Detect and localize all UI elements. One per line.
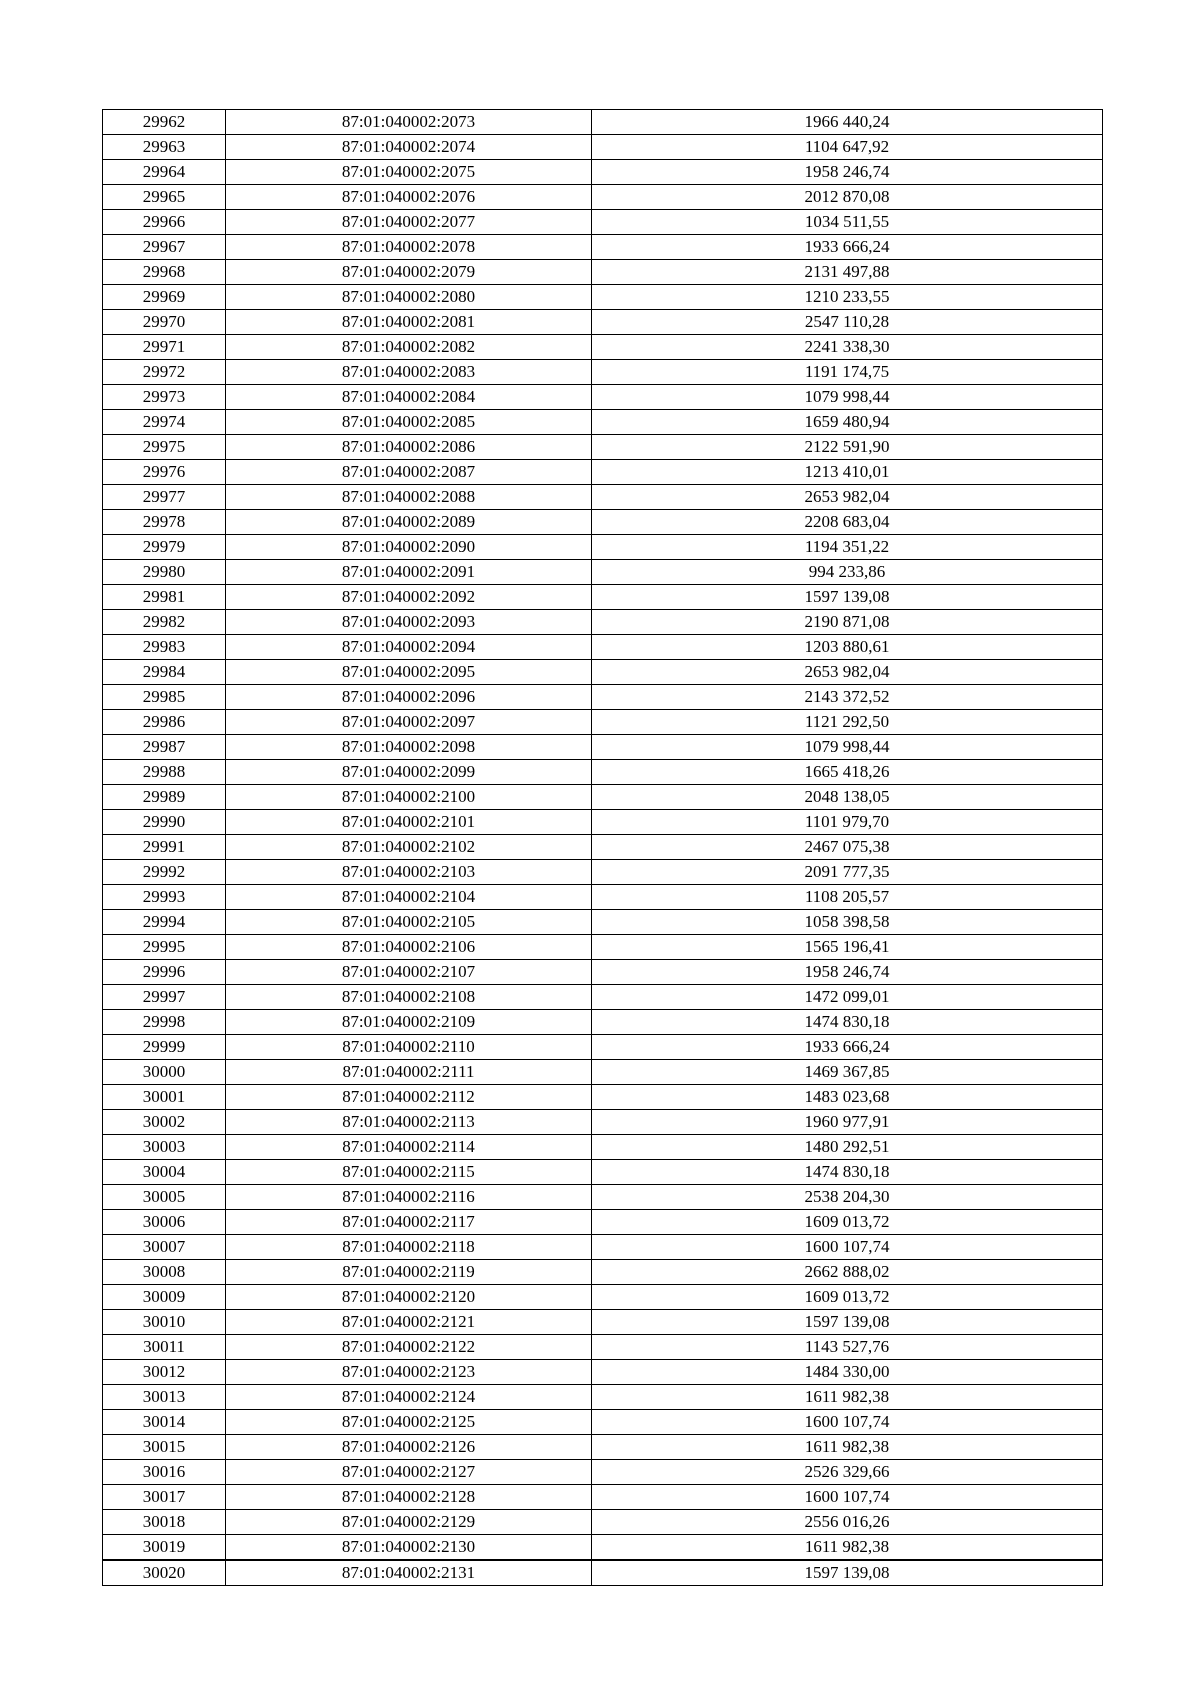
table-row — [103, 660, 1103, 685]
table-row — [103, 435, 1103, 460]
cadastral-value-cell: 1933 666,24 — [592, 1035, 1103, 1060]
row-number-cell: 30011 — [103, 1335, 226, 1360]
cadastral-number-cell: 87:01:040002:2086 — [226, 435, 592, 460]
cadastral-number-cell: 87:01:040002:2085 — [226, 410, 592, 435]
cadastral-value-cell: 2143 372,52 — [592, 685, 1103, 710]
cadastral-value-cell: 1469 367,85 — [592, 1060, 1103, 1085]
cadastral-value-cell: 1474 830,18 — [592, 1010, 1103, 1035]
row-number-cell: 29970 — [103, 310, 226, 335]
cadastral-value-cell: 1121 292,50 — [592, 710, 1103, 735]
cadastral-number-cell: 87:01:040002:2109 — [226, 1010, 592, 1035]
cadastral-number-cell: 87:01:040002:2130 — [226, 1535, 592, 1561]
cadastral-number-cell: 87:01:040002:2094 — [226, 635, 592, 660]
row-number-cell: 29986 — [103, 710, 226, 735]
table-row — [103, 510, 1103, 535]
table-row — [103, 285, 1103, 310]
cadastral-number-cell: 87:01:040002:2087 — [226, 460, 592, 485]
table-row — [103, 1260, 1103, 1285]
table-row — [103, 760, 1103, 785]
cadastral-value-cell: 2526 329,66 — [592, 1460, 1103, 1485]
row-number-cell: 30010 — [103, 1310, 226, 1335]
cadastral-value-cell: 1665 418,26 — [592, 760, 1103, 785]
cadastral-number-cell: 87:01:040002:2096 — [226, 685, 592, 710]
cadastral-number-cell: 87:01:040002:2114 — [226, 1135, 592, 1160]
cadastral-value-cell: 1958 246,74 — [592, 960, 1103, 985]
row-number-cell: 30008 — [103, 1260, 226, 1285]
row-number-cell: 29981 — [103, 585, 226, 610]
cadastral-value-cell: 1597 139,08 — [592, 1310, 1103, 1335]
cadastral-value-cell: 2208 683,04 — [592, 510, 1103, 535]
row-number-cell: 30016 — [103, 1460, 226, 1485]
cadastral-value-cell: 1058 398,58 — [592, 910, 1103, 935]
row-number-cell: 29974 — [103, 410, 226, 435]
row-number-cell: 30020 — [103, 1560, 226, 1586]
cadastral-number-cell: 87:01:040002:2073 — [226, 110, 592, 135]
cadastral-number-cell: 87:01:040002:2097 — [226, 710, 592, 735]
cadastral-number-cell: 87:01:040002:2122 — [226, 1335, 592, 1360]
cadastral-number-cell: 87:01:040002:2106 — [226, 935, 592, 960]
row-number-cell: 29990 — [103, 810, 226, 835]
table-row — [103, 1185, 1103, 1210]
table-row — [103, 235, 1103, 260]
cadastral-number-cell: 87:01:040002:2076 — [226, 185, 592, 210]
table-row — [103, 735, 1103, 760]
cadastral-value-cell: 2556 016,26 — [592, 1510, 1103, 1535]
cadastral-value-cell: 1609 013,72 — [592, 1210, 1103, 1235]
table-row — [103, 585, 1103, 610]
cadastral-value-cell: 2012 870,08 — [592, 185, 1103, 210]
cadastral-number-cell: 87:01:040002:2088 — [226, 485, 592, 510]
cadastral-value-cell: 1600 107,74 — [592, 1485, 1103, 1510]
cadastral-number-cell: 87:01:040002:2084 — [226, 385, 592, 410]
cadastral-value-table — [102, 109, 1103, 1586]
table-row — [103, 1410, 1103, 1435]
table-row — [103, 810, 1103, 835]
cadastral-value-cell: 1034 511,55 — [592, 210, 1103, 235]
row-number-cell: 29962 — [103, 110, 226, 135]
row-number-cell: 29992 — [103, 860, 226, 885]
cadastral-number-cell: 87:01:040002:2123 — [226, 1360, 592, 1385]
table-row — [103, 1385, 1103, 1410]
cadastral-number-cell: 87:01:040002:2091 — [226, 560, 592, 585]
cadastral-number-cell: 87:01:040002:2103 — [226, 860, 592, 885]
cadastral-number-cell: 87:01:040002:2095 — [226, 660, 592, 685]
cadastral-value-cell: 1203 880,61 — [592, 635, 1103, 660]
cadastral-number-cell: 87:01:040002:2127 — [226, 1460, 592, 1485]
cadastral-value-cell: 2547 110,28 — [592, 310, 1103, 335]
row-number-cell: 30014 — [103, 1410, 226, 1435]
table-row — [103, 960, 1103, 985]
table-row — [103, 1085, 1103, 1110]
table-row — [103, 785, 1103, 810]
cadastral-value-cell: 2538 204,30 — [592, 1185, 1103, 1210]
cadastral-number-cell: 87:01:040002:2098 — [226, 735, 592, 760]
table-row — [103, 360, 1103, 385]
cadastral-value-cell: 1611 982,38 — [592, 1435, 1103, 1460]
table-row — [103, 1035, 1103, 1060]
row-number-cell: 29995 — [103, 935, 226, 960]
cadastral-number-cell: 87:01:040002:2090 — [226, 535, 592, 560]
cadastral-number-cell: 87:01:040002:2079 — [226, 260, 592, 285]
cadastral-number-cell: 87:01:040002:2115 — [226, 1160, 592, 1185]
cadastral-number-cell: 87:01:040002:2131 — [226, 1560, 592, 1586]
cadastral-value-cell: 1480 292,51 — [592, 1135, 1103, 1160]
row-number-cell: 30005 — [103, 1185, 226, 1210]
table-row — [103, 535, 1103, 560]
cadastral-value-cell: 1194 351,22 — [592, 535, 1103, 560]
row-number-cell: 29973 — [103, 385, 226, 410]
table-row — [103, 1285, 1103, 1310]
row-number-cell: 30009 — [103, 1285, 226, 1310]
table-row — [103, 260, 1103, 285]
table-row — [103, 935, 1103, 960]
table-row — [103, 685, 1103, 710]
cadastral-value-cell: 1611 982,38 — [592, 1385, 1103, 1410]
table-row — [103, 1535, 1103, 1561]
cadastral-value-cell: 1143 527,76 — [592, 1335, 1103, 1360]
row-number-cell: 30007 — [103, 1235, 226, 1260]
row-number-cell: 29999 — [103, 1035, 226, 1060]
row-number-cell: 29971 — [103, 335, 226, 360]
row-number-cell: 29965 — [103, 185, 226, 210]
table-row — [103, 560, 1103, 585]
row-number-cell: 29983 — [103, 635, 226, 660]
cadastral-number-cell: 87:01:040002:2105 — [226, 910, 592, 935]
cadastral-value-cell: 1104 647,92 — [592, 135, 1103, 160]
cadastral-number-cell: 87:01:040002:2083 — [226, 360, 592, 385]
table-row — [103, 460, 1103, 485]
cadastral-number-cell: 87:01:040002:2078 — [226, 235, 592, 260]
cadastral-value-cell: 1484 330,00 — [592, 1360, 1103, 1385]
table-row — [103, 185, 1103, 210]
row-number-cell: 29988 — [103, 760, 226, 785]
table-row — [103, 1110, 1103, 1135]
table-row — [103, 485, 1103, 510]
cadastral-number-cell: 87:01:040002:2129 — [226, 1510, 592, 1535]
row-number-cell: 30004 — [103, 1160, 226, 1185]
table-row — [103, 310, 1103, 335]
cadastral-number-cell: 87:01:040002:2121 — [226, 1310, 592, 1335]
cadastral-number-cell: 87:01:040002:2128 — [226, 1485, 592, 1510]
table-row — [103, 1010, 1103, 1035]
table-body — [103, 110, 1103, 1586]
row-number-cell: 29969 — [103, 285, 226, 310]
cadastral-value-cell: 1079 998,44 — [592, 735, 1103, 760]
row-number-cell: 29998 — [103, 1010, 226, 1035]
cadastral-value-cell: 994 233,86 — [592, 560, 1103, 585]
cadastral-number-cell: 87:01:040002:2101 — [226, 810, 592, 835]
table-row — [103, 1460, 1103, 1485]
cadastral-value-cell: 2662 888,02 — [592, 1260, 1103, 1285]
row-number-cell: 29972 — [103, 360, 226, 385]
row-number-cell: 29979 — [103, 535, 226, 560]
cadastral-number-cell: 87:01:040002:2116 — [226, 1185, 592, 1210]
cadastral-value-cell: 1565 196,41 — [592, 935, 1103, 960]
row-number-cell: 29975 — [103, 435, 226, 460]
cadastral-number-cell: 87:01:040002:2124 — [226, 1385, 592, 1410]
cadastral-value-cell: 1659 480,94 — [592, 410, 1103, 435]
row-number-cell: 29966 — [103, 210, 226, 235]
cadastral-number-cell: 87:01:040002:2125 — [226, 1410, 592, 1435]
row-number-cell: 29963 — [103, 135, 226, 160]
cadastral-number-cell: 87:01:040002:2089 — [226, 510, 592, 535]
cadastral-number-cell: 87:01:040002:2112 — [226, 1085, 592, 1110]
cadastral-number-cell: 87:01:040002:2092 — [226, 585, 592, 610]
table-row — [103, 110, 1103, 135]
row-number-cell: 29977 — [103, 485, 226, 510]
table-row — [103, 210, 1103, 235]
cadastral-value-cell: 1611 982,38 — [592, 1535, 1103, 1561]
cadastral-number-cell: 87:01:040002:2126 — [226, 1435, 592, 1460]
table-row — [103, 1310, 1103, 1335]
table-row — [103, 1160, 1103, 1185]
table-row — [103, 135, 1103, 160]
cadastral-number-cell: 87:01:040002:2082 — [226, 335, 592, 360]
row-number-cell: 30012 — [103, 1360, 226, 1385]
cadastral-value-cell: 2467 075,38 — [592, 835, 1103, 860]
cadastral-value-cell: 2653 982,04 — [592, 660, 1103, 685]
row-number-cell: 30002 — [103, 1110, 226, 1135]
cadastral-value-cell: 1600 107,74 — [592, 1410, 1103, 1435]
table-row — [103, 835, 1103, 860]
table-row — [103, 910, 1103, 935]
cadastral-value-cell: 1210 233,55 — [592, 285, 1103, 310]
table-row — [103, 1435, 1103, 1460]
row-number-cell: 29993 — [103, 885, 226, 910]
cadastral-value-cell: 2048 138,05 — [592, 785, 1103, 810]
row-number-cell: 29964 — [103, 160, 226, 185]
cadastral-value-cell: 1600 107,74 — [592, 1235, 1103, 1260]
cadastral-number-cell: 87:01:040002:2108 — [226, 985, 592, 1010]
row-number-cell: 29989 — [103, 785, 226, 810]
cadastral-value-cell: 1472 099,01 — [592, 985, 1103, 1010]
cadastral-value-cell: 2190 871,08 — [592, 610, 1103, 635]
cadastral-number-cell: 87:01:040002:2119 — [226, 1260, 592, 1285]
table-row — [103, 1560, 1103, 1586]
row-number-cell: 30017 — [103, 1485, 226, 1510]
cadastral-value-cell: 1079 998,44 — [592, 385, 1103, 410]
cadastral-value-cell: 1474 830,18 — [592, 1160, 1103, 1185]
table-row — [103, 1210, 1103, 1235]
cadastral-value-cell: 2241 338,30 — [592, 335, 1103, 360]
cadastral-value-cell: 1108 205,57 — [592, 885, 1103, 910]
cadastral-value-cell: 1960 977,91 — [592, 1110, 1103, 1135]
table-row — [103, 1235, 1103, 1260]
cadastral-number-cell: 87:01:040002:2117 — [226, 1210, 592, 1235]
table-row — [103, 635, 1103, 660]
row-number-cell: 29985 — [103, 685, 226, 710]
table-row — [103, 710, 1103, 735]
cadastral-value-cell: 2122 591,90 — [592, 435, 1103, 460]
table-row — [103, 385, 1103, 410]
row-number-cell: 30015 — [103, 1435, 226, 1460]
cadastral-number-cell: 87:01:040002:2100 — [226, 785, 592, 810]
cadastral-value-cell: 1597 139,08 — [592, 585, 1103, 610]
table-row — [103, 1360, 1103, 1385]
row-number-cell: 29980 — [103, 560, 226, 585]
cadastral-value-cell: 2653 982,04 — [592, 485, 1103, 510]
table-row — [103, 1335, 1103, 1360]
table-row — [103, 160, 1103, 185]
cadastral-number-cell: 87:01:040002:2099 — [226, 760, 592, 785]
row-number-cell: 29987 — [103, 735, 226, 760]
row-number-cell: 30001 — [103, 1085, 226, 1110]
row-number-cell: 30013 — [103, 1385, 226, 1410]
cadastral-number-cell: 87:01:040002:2107 — [226, 960, 592, 985]
cadastral-number-cell: 87:01:040002:2120 — [226, 1285, 592, 1310]
row-number-cell: 29991 — [103, 835, 226, 860]
table-row — [103, 610, 1103, 635]
cadastral-value-cell: 1958 246,74 — [592, 160, 1103, 185]
cadastral-value-cell: 1933 666,24 — [592, 235, 1103, 260]
row-number-cell: 29967 — [103, 235, 226, 260]
table-row — [103, 335, 1103, 360]
row-number-cell: 29978 — [103, 510, 226, 535]
row-number-cell: 30018 — [103, 1510, 226, 1535]
table-row — [103, 1135, 1103, 1160]
row-number-cell: 29982 — [103, 610, 226, 635]
cadastral-number-cell: 87:01:040002:2075 — [226, 160, 592, 185]
table-row — [103, 885, 1103, 910]
cadastral-value-cell: 1483 023,68 — [592, 1085, 1103, 1110]
cadastral-number-cell: 87:01:040002:2111 — [226, 1060, 592, 1085]
cadastral-value-cell: 1597 139,08 — [592, 1560, 1103, 1586]
row-number-cell: 29976 — [103, 460, 226, 485]
cadastral-number-cell: 87:01:040002:2077 — [226, 210, 592, 235]
table-row — [103, 1510, 1103, 1535]
row-number-cell: 29996 — [103, 960, 226, 985]
table-row — [103, 410, 1103, 435]
cadastral-value-cell: 1966 440,24 — [592, 110, 1103, 135]
table-row — [103, 1060, 1103, 1085]
row-number-cell: 29984 — [103, 660, 226, 685]
cadastral-number-cell: 87:01:040002:2081 — [226, 310, 592, 335]
cadastral-value-cell: 1213 410,01 — [592, 460, 1103, 485]
row-number-cell: 30000 — [103, 1060, 226, 1085]
row-number-cell: 29994 — [103, 910, 226, 935]
cadastral-value-cell: 1191 174,75 — [592, 360, 1103, 385]
cadastral-number-cell: 87:01:040002:2102 — [226, 835, 592, 860]
cadastral-number-cell: 87:01:040002:2118 — [226, 1235, 592, 1260]
cadastral-number-cell: 87:01:040002:2104 — [226, 885, 592, 910]
row-number-cell: 29968 — [103, 260, 226, 285]
table-row — [103, 1485, 1103, 1510]
cadastral-number-cell: 87:01:040002:2113 — [226, 1110, 592, 1135]
table-row — [103, 860, 1103, 885]
row-number-cell: 30019 — [103, 1535, 226, 1561]
cadastral-number-cell: 87:01:040002:2074 — [226, 135, 592, 160]
cadastral-number-cell: 87:01:040002:2093 — [226, 610, 592, 635]
cadastral-number-cell: 87:01:040002:2110 — [226, 1035, 592, 1060]
cadastral-value-cell: 1609 013,72 — [592, 1285, 1103, 1310]
cadastral-number-cell: 87:01:040002:2080 — [226, 285, 592, 310]
row-number-cell: 30006 — [103, 1210, 226, 1235]
cadastral-value-cell: 2131 497,88 — [592, 260, 1103, 285]
cadastral-value-cell: 1101 979,70 — [592, 810, 1103, 835]
row-number-cell: 30003 — [103, 1135, 226, 1160]
cadastral-value-cell: 2091 777,35 — [592, 860, 1103, 885]
row-number-cell: 29997 — [103, 985, 226, 1010]
table-row — [103, 985, 1103, 1010]
